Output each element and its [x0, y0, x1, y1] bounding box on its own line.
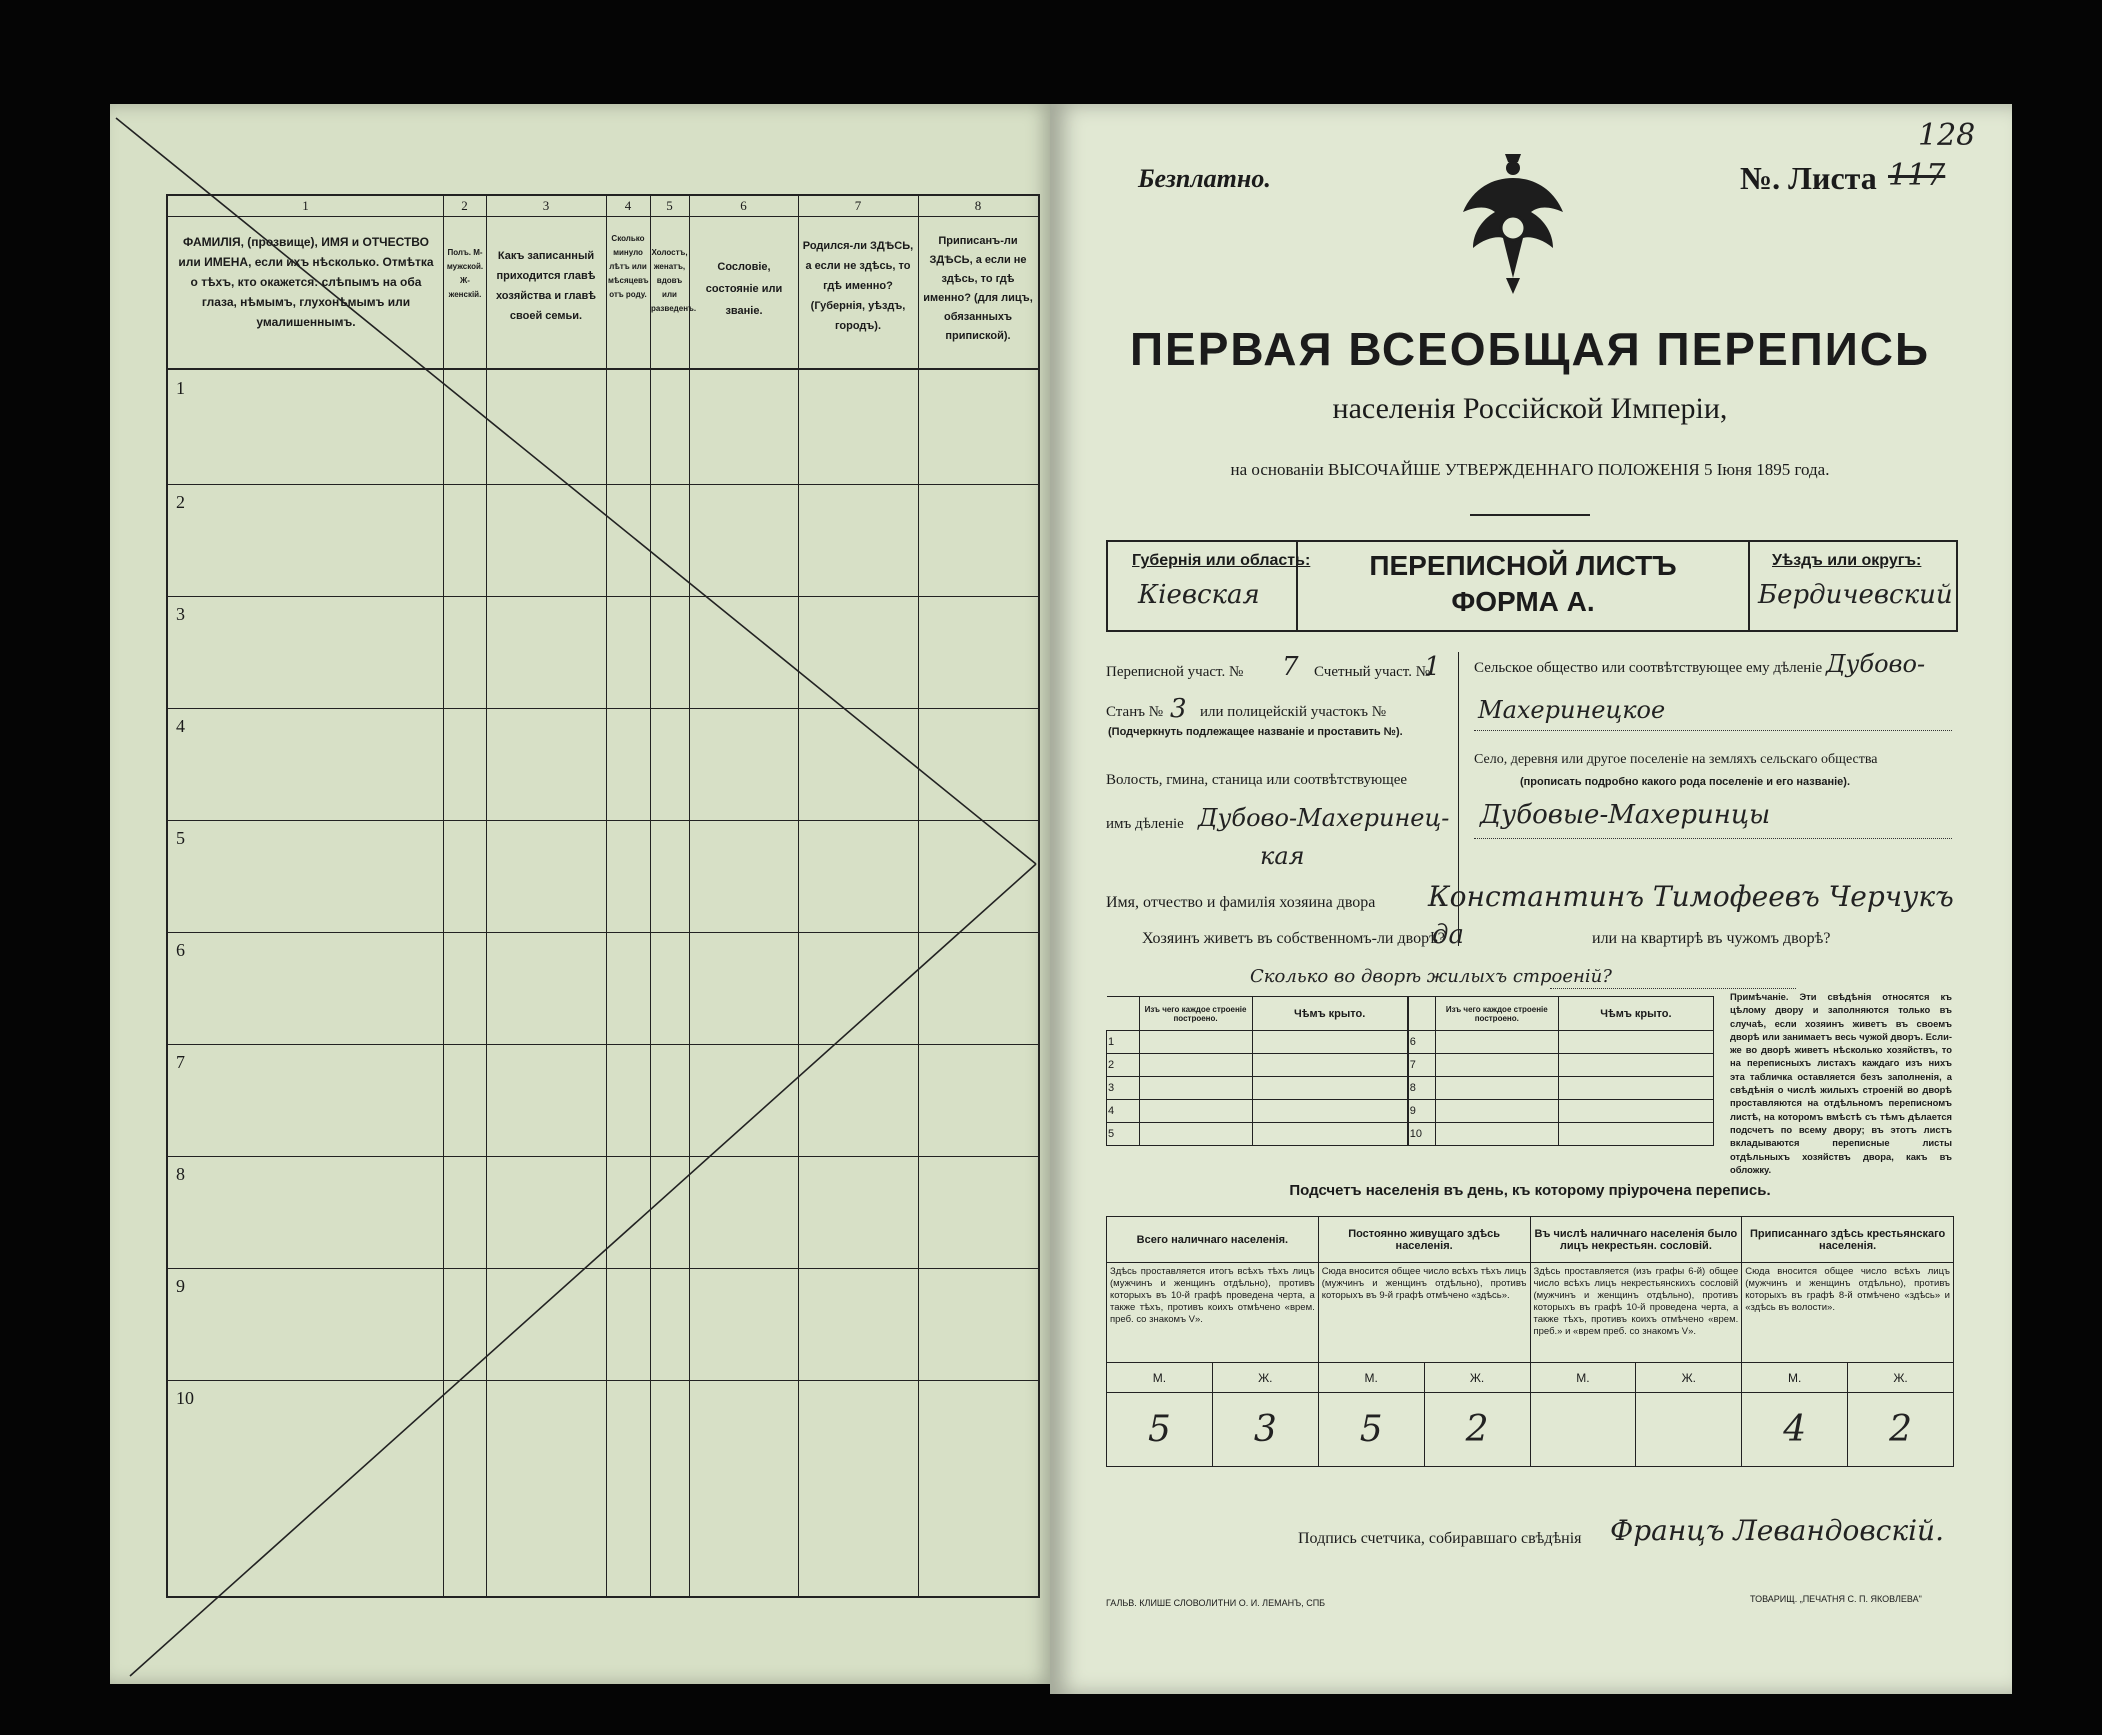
count-col-title: Всего наличнаго населенія. [1107, 1217, 1319, 1263]
building-row-number: 4 [1107, 1100, 1140, 1123]
folio-number: 128 [1918, 118, 1976, 153]
village-label: Село, деревня или другое поселеніе на земляхъ сельскаго общества [1474, 752, 1878, 767]
count-col-desc: Здѣсь проставляется итогъ всѣхъ тѣхъ лицъ (мужчинъ и женщинъ отдѣльно), противъ которыхъ въ 10-й графѣ проведена черта, а также тѣхъ, противъ коихъ отмѣчено «врем. преб. со знакомъ V». [1107, 1263, 1319, 1363]
gubernia-value: Кіевская [1138, 580, 1260, 610]
column-header-age: Сколько минуло лѣтъ или мѣсяцевъ отъ роду. [608, 234, 649, 299]
building-row-number: 9 [1408, 1100, 1436, 1123]
count-col-desc: Сюда вносится общее число всѣхъ тѣхъ лицъ (мужчинъ и женщинъ отдѣльно), противъ которыхъ въ 9-й графѣ отмѣчено «здѣсь». [1318, 1263, 1530, 1363]
column-number: 7 [854, 198, 862, 213]
society-label: Сельское общество или соотвѣтствующее ему дѣленіе [1474, 660, 1823, 676]
count-female-value: 2 [1424, 1393, 1530, 1467]
form-title: ПЕРЕПИСНОЙ ЛИСТЪ [1369, 550, 1677, 581]
count-male-value: 4 [1742, 1393, 1848, 1467]
stan-note: (Подчеркнуть подлежащее названіе и проставить №). [1108, 726, 1403, 738]
row-number: 3 [176, 604, 185, 624]
column-header-birthplace: Родился-ли ЗДѢСЬ, а если не здѣсь, то гдѣ именно? (Губернія, уѣздъ, городъ). [802, 240, 914, 332]
footer-left: ГАЛЬВ. КЛИШЕ СЛОВОЛИТНИ О. И. ЛЕМАНЪ, СПБ [1106, 1598, 1326, 1608]
count-title: Подсчетъ населенія въ день, къ которому пріурочена перепись. [1289, 1182, 1771, 1199]
count-col-title: Въ числѣ наличнаго населенія было лицъ некрестьян. сословій. [1530, 1217, 1742, 1263]
building-row-number: 6 [1408, 1031, 1436, 1054]
own-yard-value: да [1432, 920, 1464, 950]
count-col-title: Приписаннаго здѣсь крестьянскаго населенія. [1742, 1217, 1954, 1263]
right-page [1050, 104, 2012, 1694]
village-note: (прописать подробно какого рода поселеніе и его названіе). [1520, 776, 1851, 788]
count-female-value: 3 [1212, 1393, 1318, 1467]
buildings-header-material: Изъ чего каждое строеніе построено. [1139, 997, 1252, 1031]
row-number: 8 [176, 1164, 185, 1184]
buildings-header-material: Изъ чего каждое строеніе построено. [1435, 997, 1558, 1031]
column-number: 6 [740, 198, 747, 213]
volost-label-2: имъ дѣленіе [1106, 816, 1184, 832]
column-number: 8 [974, 198, 982, 213]
male-label: М. [1107, 1363, 1213, 1393]
buildings-label: Сколько во дворѣ жилыхъ строеній? [1250, 966, 1612, 987]
male-label: М. [1318, 1363, 1424, 1393]
row-number: 7 [176, 1052, 185, 1072]
police-label: или полицейскій участокъ № [1200, 704, 1387, 720]
female-label: Ж. [1636, 1363, 1742, 1393]
population-count-table [1106, 1216, 1954, 1467]
footer-right: ТОВАРИЩ. „ПЕЧАТНЯ С. П. ЯКОВЛЕВА" [1750, 1594, 1922, 1604]
row-number: 9 [176, 1276, 185, 1296]
divider [1470, 514, 1590, 516]
column-header-sex: Полъ. М-мужской. Ж-женскій. [446, 248, 484, 299]
count-col-desc: Здѣсь проставляется (изъ графы 6-й) общее число всѣхъ лицъ некрестьянскихъ сословій (мужчинъ и женщинъ отдѣльно), противъ которыхъ въ графѣ 10-й проведена черта, а также тѣхъ, противъ коихъ отмѣчено «врем. преб.» и «врем преб. со знакомъ V». [1530, 1263, 1742, 1363]
counting-district-label: Счетный участ. № [1314, 664, 1431, 680]
building-row-number: 1 [1107, 1031, 1140, 1054]
census-subtitle: населенія Россійской Имперіи, [1332, 392, 1728, 425]
count-col-desc: Сюда вносится общее число всѣхъ лицъ (мужчинъ и женщинъ отдѣльно), противъ которыхъ въ графѣ 8-й отмѣчено «здѣсь» и «здѣсь въ волости». [1742, 1263, 1954, 1363]
building-row-number: 2 [1107, 1054, 1140, 1077]
census-title: ПЕРВАЯ ВСЕОБЩАЯ ПЕРЕПИСЬ [1129, 323, 1931, 375]
uezd-label: Уѣздъ или округъ: [1772, 552, 1922, 569]
male-label: М. [1530, 1363, 1636, 1393]
owner-value: Константинъ Тимофеевъ Черчукъ [1428, 880, 1954, 913]
own-yard-label: Хозяинъ живетъ въ собственномъ-ли дворѣ? [1142, 930, 1445, 947]
left-page [110, 104, 1054, 1684]
buildings-header-roof: Чѣмъ крыто. [1558, 997, 1713, 1031]
header-box [1106, 540, 1958, 632]
column-header-estate: Сословіе, состояніе или званіе. [705, 261, 783, 317]
volost-value-2: кая [1260, 842, 1305, 870]
building-row-number: 7 [1408, 1054, 1436, 1077]
imperial-eagle-icon [1460, 148, 1566, 298]
count-female-value: 2 [1848, 1393, 1954, 1467]
uezd-value: Бердичевский [1758, 580, 1953, 610]
rent-label: или на квартирѣ въ чужомъ дворѣ? [1592, 930, 1831, 947]
sheet-number: 117 [1888, 158, 1946, 193]
society-value: Дубово- [1826, 650, 1926, 678]
building-row-number: 10 [1408, 1123, 1436, 1146]
building-row-number: 8 [1408, 1077, 1436, 1100]
male-label: М. [1742, 1363, 1848, 1393]
count-col-title: Постоянно живущаго здѣсь населенія. [1318, 1217, 1530, 1263]
society-value-2: Махеринецкое [1478, 696, 1666, 724]
count-male-value: 5 [1107, 1393, 1213, 1467]
column-number: 1 [302, 198, 309, 213]
row-number: 10 [176, 1388, 194, 1408]
signature-label: Подпись счетчика, собиравшаго свѣдѣнія [1298, 1530, 1582, 1547]
form-subtitle: ФОРМА А. [1451, 586, 1595, 617]
row-number: 4 [176, 716, 185, 736]
buildings-note: Примѣчаніе. Эти свѣдѣнія относятся къ цѣлому двору и заполняются только въ случаѣ, если хозяинъ живетъ въ своемъ дворѣ или занимаетъ весь чужой дворъ. Если-же во дворѣ живетъ нѣсколько хозяйствъ, то на переписныхъ листахъ каждаго изъ нихъ эта табличка оставляется безъ заполненія, а свѣдѣнія о числѣ жилыхъ строеній во дворѣ проставляются на отдѣльномъ переписномъ листѣ, на которомъ вмѣстѣ съ тѣмъ дѣлается подсчетъ по всему двору; въ этотъ листъ вкладываются переписные листы отдѣльныхъ хозяйствъ двора, какъ въ обложку. [1730, 991, 1952, 1175]
free-label: Безплатно. [1138, 164, 1271, 193]
census-district-label: Переписной участ. № [1106, 664, 1244, 680]
female-label: Ж. [1424, 1363, 1530, 1393]
column-number: 4 [624, 198, 632, 213]
count-female-value [1636, 1393, 1742, 1467]
census-district-value: 7 [1282, 652, 1299, 682]
buildings-table [1106, 996, 1714, 1146]
village-value: Дубовые-Махеринцы [1480, 800, 1771, 830]
column-header-registration: Приписанъ-ли ЗДѢСЬ, а если не здѣсь, то гдѣ именно? (для лицъ, обязанныхъ припиской). [923, 235, 1033, 342]
stan-value: 3 [1170, 694, 1187, 724]
building-row-number: 3 [1107, 1077, 1140, 1100]
column-number: 5 [666, 198, 673, 213]
census-basis: на основаніи ВЫСОЧАЙШЕ УТВЕРЖДЕННАГО ПОЛОЖЕНІЯ 5 Іюня 1895 года. [1230, 460, 1830, 479]
column-number: 2 [461, 198, 468, 213]
row-number: 6 [176, 940, 185, 960]
female-label: Ж. [1848, 1363, 1954, 1393]
female-label: Ж. [1212, 1363, 1318, 1393]
column-header-marital: Холостъ, женатъ, вдовъ или разведенъ. [651, 248, 697, 313]
signature-value: Францъ Левандовскій. [1610, 1514, 1944, 1547]
counting-district-value: 1 [1424, 652, 1441, 682]
volost-label: Волость, гмина, станица или соотвѣтствующее [1106, 772, 1408, 788]
count-male-value [1530, 1393, 1636, 1467]
gubernia-label: Губернія или область: [1132, 552, 1311, 569]
row-number: 1 [176, 378, 185, 398]
cancellation-lines [110, 104, 1054, 1684]
column-number: 3 [542, 198, 550, 213]
owner-label: Имя, отчество и фамилія хозяина двора [1106, 894, 1376, 911]
row-number: 5 [176, 828, 185, 848]
count-male-value: 5 [1318, 1393, 1424, 1467]
stan-label: Станъ № [1106, 704, 1164, 720]
building-row-number: 5 [1107, 1123, 1140, 1146]
volost-value: Дубово-Махеринец- [1198, 804, 1450, 832]
column-header-relation: Какъ записанный приходится главѣ хозяйства и главѣ своей семьи. [495, 250, 597, 322]
column-header-name: ФАМИЛІЯ, (прозвище), ИМЯ и ОТЧЕСТВО или ИМЕНА, если ихъ нѣсколько. Отмѣтка о тѣхъ, кто окажется: слѣпымъ на оба глаза, нѣмымъ, глухонѣмымъ или умалишеннымъ. [178, 235, 434, 329]
row-number: 2 [176, 492, 185, 512]
sheet-label: №. Листа [1740, 160, 1877, 196]
buildings-header-roof: Чѣмъ крыто. [1252, 997, 1408, 1031]
